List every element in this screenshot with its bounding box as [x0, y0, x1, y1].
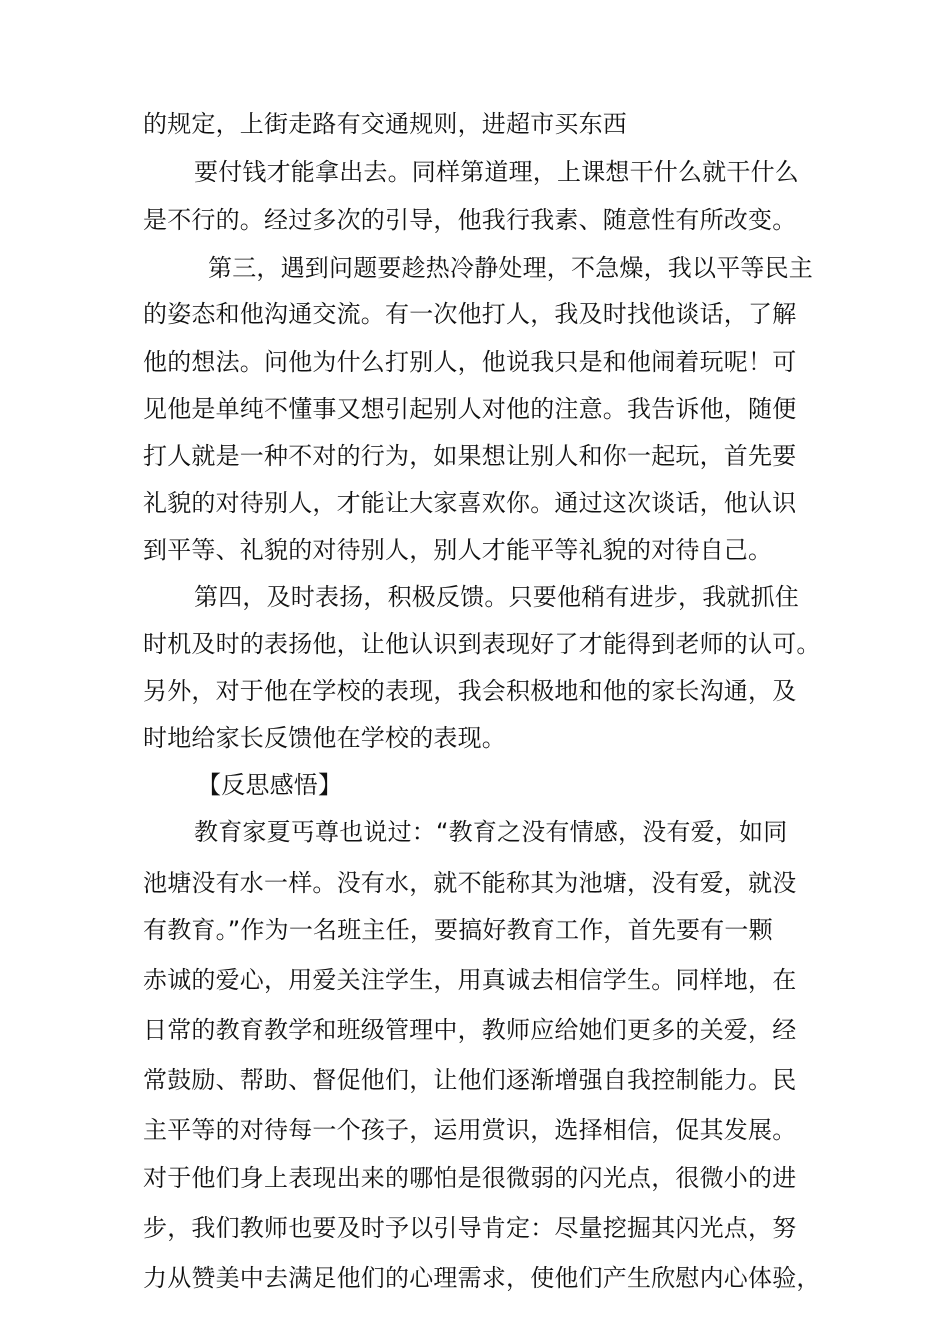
- text-line: 步，我们教师也要及时予以引导肯定：尽量挖掘其闪光点，努: [143, 1214, 797, 1242]
- text-line: 他的想法。问他为什么打别人，他说我只是和他闹着玩呢！可: [143, 348, 797, 376]
- text-line: 池塘没有水一样。没有水，就不能称其为池塘，没有爱，就没: [143, 869, 797, 897]
- text-line: 对于他们身上表现出来的哪怕是很微弱的闪光点，很微小的进: [143, 1164, 797, 1192]
- text-line: 主平等的对待每一个孩子，运用赏识，选择相信，促其发展。: [143, 1116, 797, 1144]
- text-line: 第四，及时表扬，积极反馈。只要他稍有进步，我就抓住: [194, 583, 799, 611]
- text-line: 到平等、礼貌的对待别人，别人才能平等礼貌的对待自己。: [143, 536, 773, 564]
- text-line: 要付钱才能拿出去。同样第道理，上课想干什么就干什么: [194, 158, 799, 186]
- text-line: 的姿态和他沟通交流。有一次他打人，我及时找他谈话，了解: [143, 300, 797, 328]
- text-line: 第三，遇到问题要趁热冷静处理，不急燥，我以平等民主: [208, 254, 813, 282]
- text-line: 礼貌的对待别人，才能让大家喜欢你。通过这次谈话，他认识: [143, 489, 797, 517]
- text-line: 见他是单纯不懂事又想引起别人对他的注意。我告诉他，随便: [143, 395, 797, 423]
- text-line: 力从赞美中去满足他们的心理需求，使他们产生欣慰内心体验，: [143, 1264, 821, 1292]
- text-line: 有教育。”作为一名班主任，要搞好教育工作，首先要有一颗: [143, 916, 773, 944]
- text-line: 时地给家长反馈他在学校的表现。: [143, 724, 506, 752]
- section-heading: 【反思感悟】: [197, 771, 343, 799]
- text-line: 是不行的。经过多次的引导，他我行我素、随意性有所改变。: [143, 206, 797, 234]
- text-line: 赤诚的爱心，用爱关注学生，用真诚去相信学生。同样地，在: [143, 966, 797, 994]
- text-line: 常鼓励、帮助、督促他们，让他们逐渐增强自我控制能力。民: [143, 1066, 797, 1094]
- text-line: 日常的教育教学和班级管理中，教师应给她们更多的关爱，经: [143, 1016, 797, 1044]
- text-line: 的规定，上街走路有交通规则，进超市买东西: [143, 110, 627, 138]
- text-line: 教育家夏丐尊也说过：“教育之没有情感，没有爱，如同: [194, 818, 788, 846]
- text-line: 时机及时的表扬他，让他认识到表现好了才能得到老师的认可。: [143, 630, 821, 658]
- text-line: 另外，对于他在学校的表现，我会积极地和他的家长沟通，及: [143, 677, 797, 705]
- text-line: 打人就是一种不对的行为，如果想让别人和你一起玩，首先要: [143, 442, 797, 470]
